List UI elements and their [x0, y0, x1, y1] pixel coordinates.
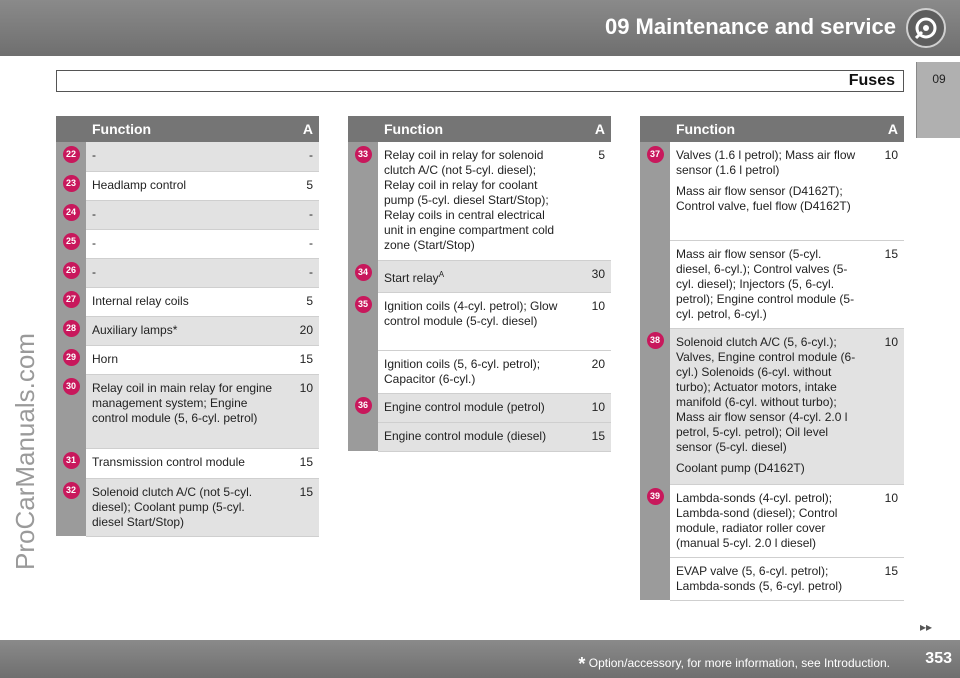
- chapter-side-tab[interactable]: [916, 62, 960, 138]
- fuse-function: Relay coil in relay for solenoid clutch A/C (not 5-cyl. diesel); Relay coil in relay for coolant pump (5-cyl. diesel Start/Stop); Relay coils in central electrical unit in engine compartment cold zone (Start/Stop): [378, 142, 571, 260]
- fuse-row: [640, 484, 904, 557]
- fuse-number-badge: 24: [63, 204, 80, 221]
- fuse-amperage: 5: [279, 171, 319, 200]
- fuse-function: Solenoid clutch A/C (not 5-cyl. diesel); Coolant pump (5-cyl. diesel Start/Stop): [86, 478, 279, 536]
- fuse-amperage: 15: [864, 557, 904, 600]
- fuse-number-cell: [56, 258, 86, 287]
- fuse-row: [56, 258, 319, 287]
- fuse-amperage: 5: [279, 287, 319, 316]
- fuse-number-badge: 32: [63, 482, 80, 499]
- fuse-row: [640, 328, 904, 484]
- fuse-row: [56, 345, 319, 374]
- fuse-function: Lambda-sonds (4-cyl. petrol); Lambda-sond (diesel); Control module, radiator roller cover (manual 5-cyl. 2.0 l diesel): [670, 484, 864, 557]
- fuse-number-badge: 29: [63, 349, 80, 366]
- fuse-number-badge: 26: [63, 262, 80, 279]
- header-num-cell: [640, 116, 670, 142]
- fuse-number-cell: [56, 478, 86, 536]
- start-relay-text: Start relay: [384, 270, 439, 285]
- fuse-number-cell: [640, 557, 670, 600]
- fuse-amperage: -: [279, 258, 319, 287]
- fuse-row: [640, 142, 904, 240]
- footnote-star: *: [578, 654, 586, 674]
- fuse-row: [348, 422, 611, 451]
- amp-header: A: [279, 116, 319, 142]
- fuse-amperage: -: [279, 229, 319, 258]
- fuse-row: [348, 393, 611, 422]
- fuse-function: Solenoid clutch A/C (5, 6-cyl.); Valves, Engine control module (6-cyl.) Solenoids (6-cyl. without turbo); Actuator motors, intake manifold (6-cyl. without turbo); Mass air flow sensor (4-cyl. 2.0 l petrol, 5-cyl. petrol); Oil level sensor (5-cyl. diesel): [676, 334, 856, 454]
- footer-bar: [0, 640, 960, 678]
- fuse-number-badge: 37: [647, 146, 664, 163]
- fuse-amperage: 30: [571, 260, 611, 292]
- fuse-number-cell: [56, 345, 86, 374]
- fuse-amperage: 15: [279, 345, 319, 374]
- side-tab-label: 09: [932, 72, 946, 86]
- fuse-row: [348, 350, 611, 393]
- next-page-arrows[interactable]: ▸▸: [920, 620, 933, 634]
- fuse-function-secondary: Coolant pump (D4162T): [676, 460, 805, 475]
- fuse-function: -: [86, 200, 279, 229]
- fuse-number-cell: [640, 142, 670, 240]
- fuse-function: EVAP valve (5, 6-cyl. petrol); Lambda-sonds (5, 6-cyl. petrol): [670, 557, 864, 600]
- fuse-number-cell: [348, 142, 378, 260]
- fuse-number-cell: [56, 171, 86, 200]
- fuse-amperage: 10: [864, 328, 904, 484]
- fuse-number-cell: [640, 484, 670, 557]
- fuse-number-badge: 27: [63, 291, 80, 308]
- fuse-number-cell: [56, 200, 86, 229]
- fuse-amperage: 10: [864, 484, 904, 557]
- fuse-function: Headlamp control: [86, 171, 279, 200]
- fuse-function: [378, 260, 571, 292]
- header-num-cell: [56, 116, 86, 142]
- fuse-amperage: 10: [864, 142, 904, 240]
- footnote-text: Option/accessory, for more information, see Introduction.: [588, 656, 890, 670]
- fuse-number-cell: [348, 422, 378, 451]
- wrench-gear-icon: [906, 8, 946, 48]
- fuse-number-badge: 31: [63, 452, 80, 469]
- fuse-number-cell: [56, 448, 86, 478]
- section-title: Fuses: [848, 72, 895, 89]
- fuse-function: Relay coil in main relay for engine management system; Engine control module (5, 6-cyl. petrol): [86, 374, 279, 448]
- fuse-table-3: [640, 116, 904, 601]
- fuse-function: Auxiliary lamps*: [86, 316, 279, 345]
- fuse-function: Engine control module (petrol): [378, 393, 571, 422]
- fuse-number-cell: [348, 260, 378, 292]
- fuse-number-cell: [56, 229, 86, 258]
- fuse-number-badge: 35: [355, 296, 372, 313]
- fuse-number-cell: [56, 374, 86, 448]
- fuse-function-cell: [670, 328, 864, 484]
- start-relay-superscript: A: [438, 269, 445, 279]
- wrench-gear-glyph: [908, 10, 944, 46]
- fuse-function: Internal relay coils: [86, 287, 279, 316]
- section-title-bar: [56, 70, 904, 92]
- function-header: Function: [378, 116, 571, 142]
- fuse-table-2: [348, 116, 611, 452]
- fuse-row: [56, 478, 319, 536]
- chapter-title: 09 Maintenance and service: [604, 14, 896, 39]
- fuse-number-badge: 39: [647, 488, 664, 505]
- fuse-function: Engine control module (diesel): [378, 422, 571, 451]
- fuse-row: [56, 316, 319, 345]
- fuse-number-cell: [56, 142, 86, 171]
- fuse-amperage: 10: [571, 393, 611, 422]
- fuse-function: Ignition coils (4-cyl. petrol); Glow control module (5-cyl. diesel): [378, 292, 571, 350]
- fuse-function: -: [86, 258, 279, 287]
- fuse-row: [56, 171, 319, 200]
- fuse-amperage: 15: [279, 448, 319, 478]
- fuse-number-cell: [348, 292, 378, 350]
- fuse-number-badge: 34: [355, 264, 372, 281]
- fuse-amperage: 20: [279, 316, 319, 345]
- fuse-amperage: -: [279, 200, 319, 229]
- fuse-amperage: 10: [571, 292, 611, 350]
- fuse-function: -: [86, 142, 279, 171]
- fuse-row: [56, 142, 319, 171]
- function-header: Function: [86, 116, 279, 142]
- fuse-amperage: -: [279, 142, 319, 171]
- fuse-row: [348, 260, 611, 292]
- fuse-amperage: 15: [571, 422, 611, 451]
- fuse-amperage: 10: [279, 374, 319, 448]
- fuse-number-badge: 23: [63, 175, 80, 192]
- fuse-function: Ignition coils (5, 6-cyl. petrol); Capacitor (6-cyl.): [378, 350, 571, 393]
- fuse-function-secondary: Mass air flow sensor (D4162T); Control valve, fuel flow (D4162T): [676, 184, 851, 213]
- function-header: Function: [670, 116, 864, 142]
- footnote: [578, 654, 890, 675]
- fuse-function-cell: [670, 142, 864, 240]
- fuse-function: Mass air flow sensor (5-cyl. diesel, 6-cyl.); Control valves (5-cyl. diesel); Injectors (5, 6-cyl. petrol); Engine control module (5-cyl. petrol, 6-cyl.): [670, 240, 864, 328]
- fuse-number-badge: 30: [63, 378, 80, 395]
- header-num-cell: [348, 116, 378, 142]
- fuse-number-cell: [348, 393, 378, 422]
- fuse-amperage: 20: [571, 350, 611, 393]
- watermark: ProCarManuals.com: [10, 333, 40, 570]
- fuse-row: [640, 240, 904, 328]
- fuse-amperage: 15: [279, 478, 319, 536]
- fuse-function: Horn: [86, 345, 279, 374]
- fuse-amperage: 5: [571, 142, 611, 260]
- fuse-function: Transmission control module: [86, 448, 279, 478]
- fuse-row: [56, 229, 319, 258]
- fuse-number-cell: [640, 240, 670, 328]
- header-bar: [0, 0, 960, 56]
- fuse-row: [348, 142, 611, 260]
- fuse-number-badge: 33: [355, 146, 372, 163]
- fuse-table-1: [56, 116, 319, 537]
- fuse-amperage: 15: [864, 240, 904, 328]
- fuse-row: [56, 374, 319, 448]
- fuse-row: [348, 292, 611, 350]
- fuse-number-cell: [348, 350, 378, 393]
- fuse-row: [640, 557, 904, 600]
- fuse-number-cell: [56, 316, 86, 345]
- fuse-number-cell: [640, 328, 670, 484]
- fuse-number-badge: 25: [63, 233, 80, 250]
- fuse-function: Valves (1.6 l petrol); Mass air flow sensor (1.6 l petrol): [676, 148, 856, 177]
- fuse-row: [56, 448, 319, 478]
- fuse-function: -: [86, 229, 279, 258]
- fuse-number-badge: 38: [647, 332, 664, 349]
- fuse-number-badge: 36: [355, 397, 372, 414]
- amp-header: A: [571, 116, 611, 142]
- fuse-row: [56, 287, 319, 316]
- fuse-number-badge: 28: [63, 320, 80, 337]
- fuse-row: [56, 200, 319, 229]
- amp-header: A: [864, 116, 904, 142]
- page-number: 353: [925, 650, 952, 667]
- fuse-number-cell: [56, 287, 86, 316]
- fuse-number-badge: 22: [63, 146, 80, 163]
